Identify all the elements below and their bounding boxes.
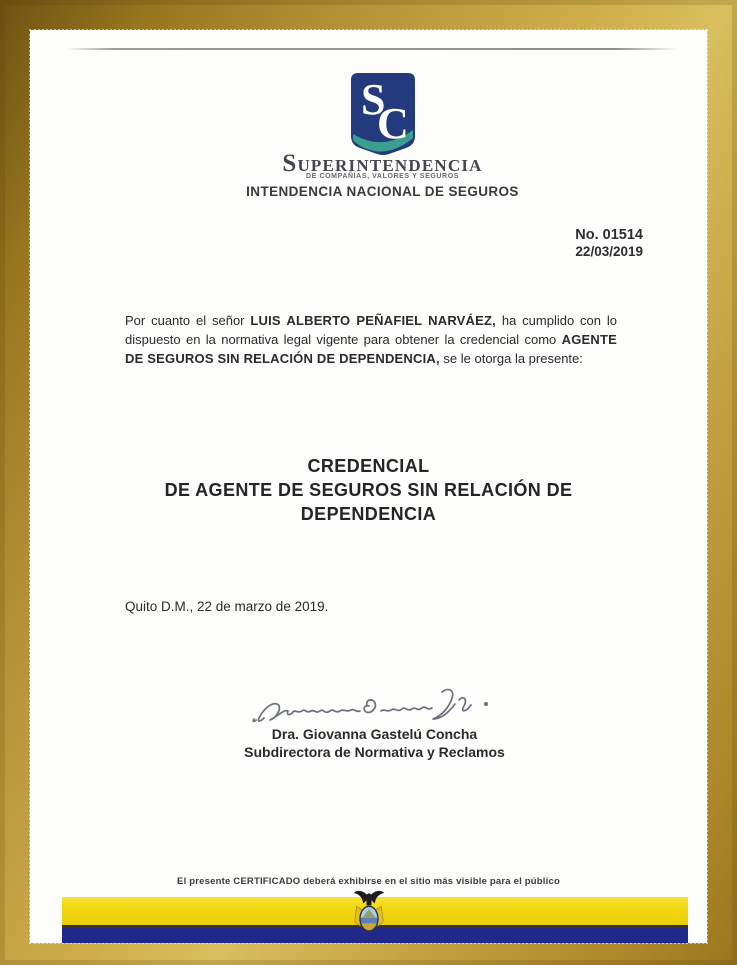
- title-line-3: DEPENDENCIA: [300, 504, 437, 524]
- credential-number-block: [575, 226, 643, 261]
- footer-note: El presente CERTIFICADO deberá exhibirse en el sitio más visible para el público: [177, 876, 560, 887]
- body-text-2: ha cumplido con lo dispuesto en la normativa legal vigente para obtener la credencial como: [125, 313, 617, 347]
- superintendencia-sc-logo-icon: [350, 72, 416, 156]
- body-text-1: Por cuanto el señor: [125, 313, 251, 328]
- org-name: SUPERINTENDENCIA: [282, 150, 483, 177]
- credential-number: No. 01514: [575, 227, 643, 243]
- place-and-date: Quito D.M., 22 de marzo de 2019.: [125, 599, 329, 614]
- title-line-2: DE AGENTE DE SEGUROS SIN RELACIÓN DE: [164, 480, 573, 500]
- body-text-3: se le otorga la presente:: [439, 351, 583, 366]
- signer-name: Dra. Giovanna Gastelú Concha: [271, 726, 478, 742]
- document-title: [30, 454, 707, 526]
- svg-text:S: S: [360, 75, 385, 124]
- credential-issue-date: 22/03/2019: [575, 244, 643, 260]
- signature-block: [36, 678, 707, 760]
- certificate-page: [30, 30, 707, 943]
- title-line-1: CREDENCIAL: [307, 456, 430, 476]
- handwritten-signature: [250, 678, 500, 730]
- body-paragraph: [125, 311, 617, 368]
- credential-type: AGENTE DE SEGUROS SIN RELACIÓN DE DEPENDENCIA,: [125, 332, 617, 366]
- svg-text:C: C: [376, 99, 409, 148]
- department-name: INTENDENCIA NACIONAL DE SEGUROS: [246, 184, 519, 199]
- holder-name: LUIS ALBERTO PEÑAFIEL NARVÁEZ,: [250, 313, 496, 328]
- signer-title: Subdirectora de Normativa y Reclamos: [244, 744, 505, 760]
- scan-edge-line: [66, 48, 678, 50]
- org-subtitle: DE COMPAÑÍAS, VALORES Y SEGUROS: [305, 173, 460, 180]
- ecuador-coat-of-arms-icon: [350, 887, 388, 939]
